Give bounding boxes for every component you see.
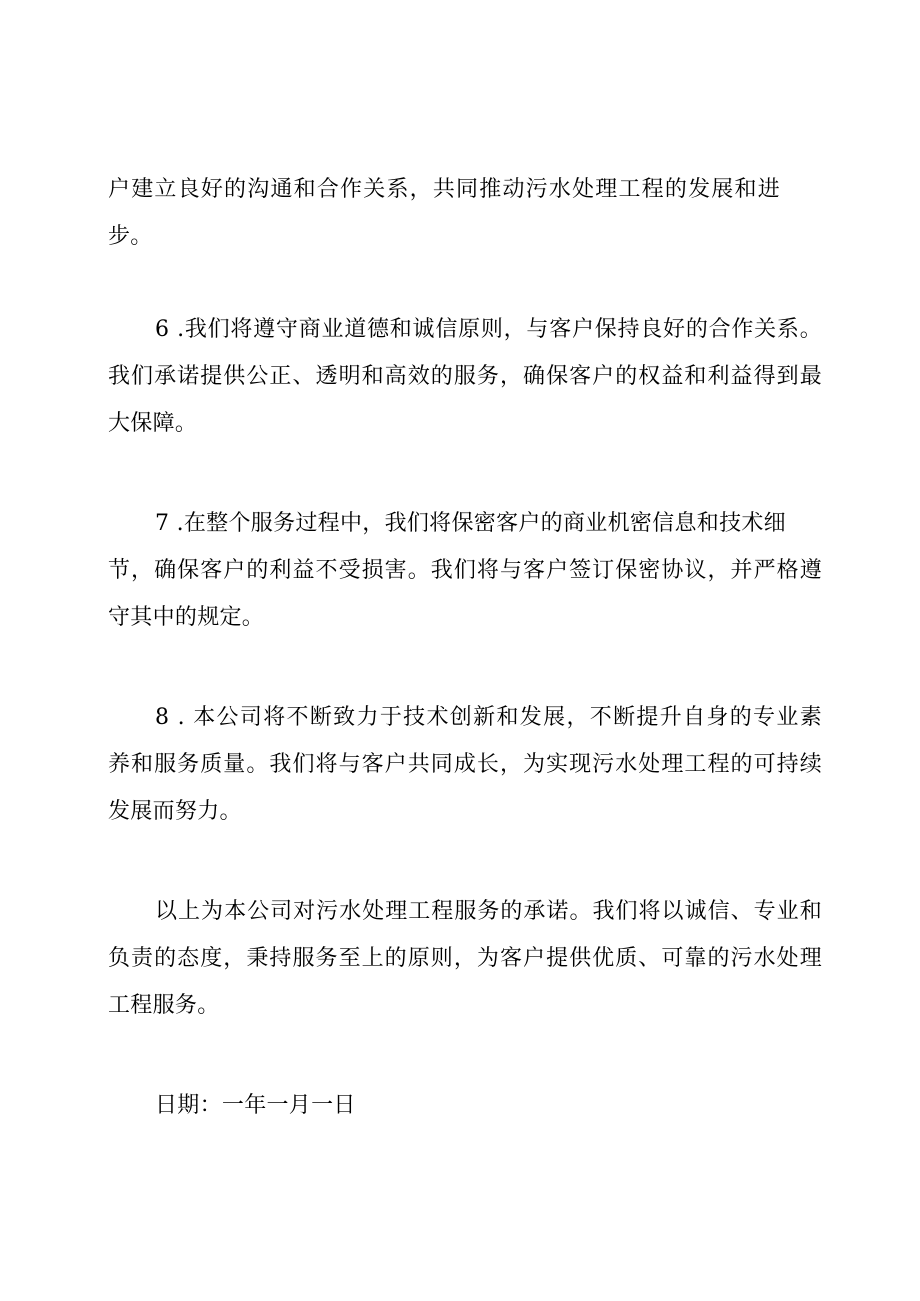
text-line: 6 .我们将遵守商业道德和诚信原则，与客户保持良好的合作关系。 — [155, 317, 822, 342]
text-line: 养和服务质量。我们将与客户共同成长，为实现污水处理工程的可持续 — [108, 752, 822, 777]
text-line: 户建立良好的沟通和合作关系，共同推动污水处理工程的发展和进 — [108, 177, 780, 202]
text-line: 守其中的规定。 — [108, 605, 265, 630]
text-line: 8 . 本公司将不断致力于技术创新和发展，不断提升自身的专业素 — [155, 705, 822, 730]
text-line: 发展而努力。 — [108, 799, 242, 824]
text-line: 步。 — [108, 224, 153, 249]
text-line: 我们承诺提供公正、透明和高效的服务，确保客户的权益和利益得到最 — [108, 364, 822, 389]
text-line: 工程服务。 — [108, 993, 220, 1018]
date-line: 日期：一年一月一日 — [155, 1093, 356, 1118]
text-line: 大保障。 — [108, 411, 198, 436]
text-line: 7 .在整个服务过程中，我们将保密客户的商业机密信息和技术细 — [155, 511, 786, 536]
text-line: 负责的态度，秉持服务至上的原则，为客户提供优质、可靠的污水处理 — [108, 946, 822, 971]
text-line: 节，确保客户的利益不受损害。我们将与客户签订保密协议，并严格遵 — [108, 558, 822, 583]
text-line: 以上为本公司对污水处理工程服务的承诺。我们将以诚信、专业和 — [155, 899, 822, 924]
